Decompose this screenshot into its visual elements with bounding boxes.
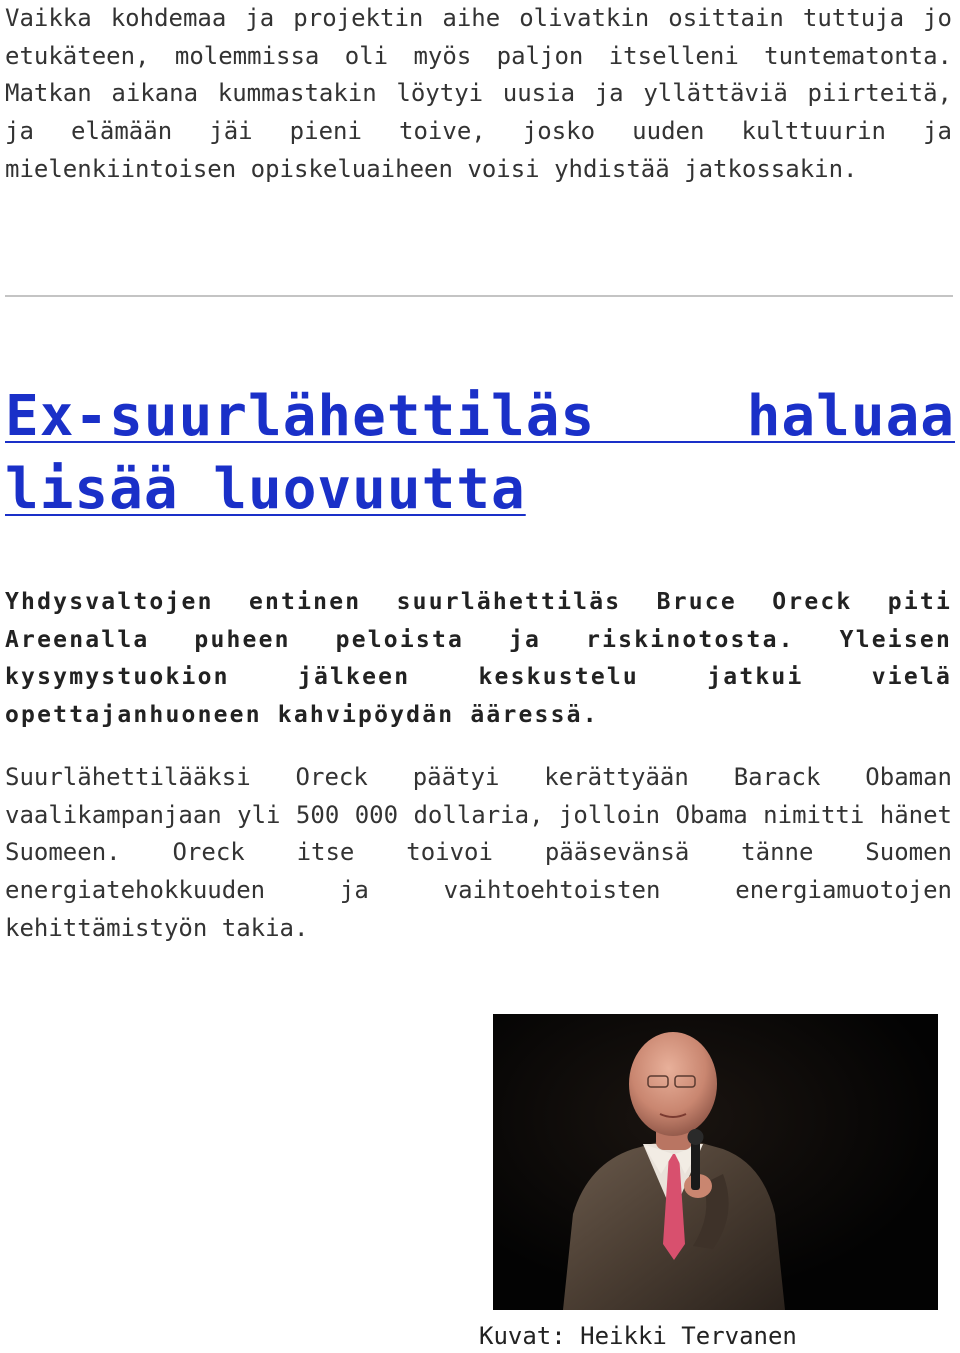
speaker-photo-illustration bbox=[493, 1014, 938, 1310]
article-title-link[interactable]: Ex-suurlähettiläs haluaa lisää luovuutta bbox=[5, 384, 955, 522]
article-body-paragraph: Suurlähettilääksi Oreck päätyi kerättyään Barack Obaman vaalikampanjaan yli 500 000 dollaria, jolloin Obama nimitti hänet Suomeen. Oreck itse toivoi pääsevänsä tänne Suomen energiatehokkuuden ja vaihtoehtoisten energiamuotojen kehittämistyön takia. bbox=[5, 763, 952, 942]
intro-paragraph: Vaikka kohdemaa ja projektin aihe olivatkin osittain tuttuja jo etukäteen, molemmissa oli myös paljon itselleni tuntematonta. Matkan aikana kummastakin löytyi uusia ja yllättäviä piirteitä, ja elämään jäi pieni toive, josko uuden kulttuurin ja mielenkiintoisen opiskeluaiheen voisi yhdistää jatkossakin. bbox=[5, 4, 952, 183]
photo-caption: Kuvat: Heikki Tervanen bbox=[479, 1322, 797, 1350]
article-lead: Yhdysvaltojen entinen suurlähettiläs Bruce Oreck piti Areenalla puheen peloista ja riskinotosta. Yleisen kysymystuokion jälkeen keskustelu jatkui vielä opettajanhuoneen kahvipöydän ääressä. bbox=[5, 589, 952, 729]
article-photo bbox=[493, 1014, 938, 1310]
article-title bbox=[5, 380, 955, 526]
section-divider bbox=[5, 295, 953, 297]
